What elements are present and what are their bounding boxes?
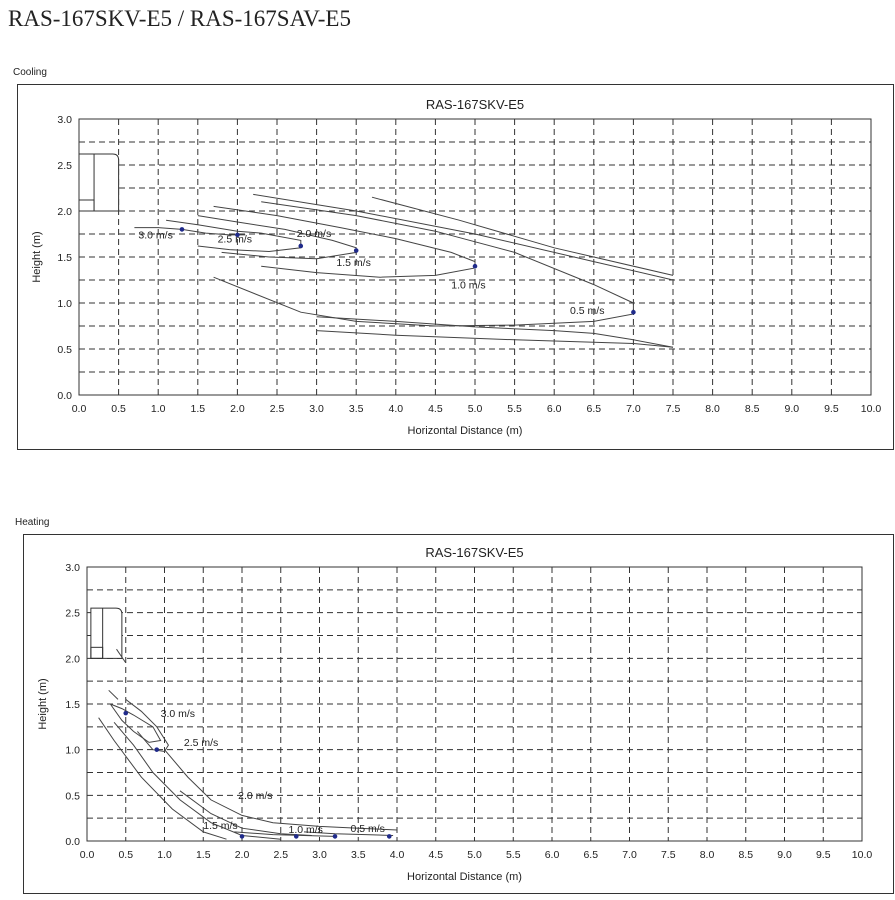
cooling-y-tick-label: 3.0 <box>57 114 72 126</box>
cooling-data-point <box>631 310 636 315</box>
cooling-y-tick-label: 0.5 <box>57 344 72 356</box>
cooling-x-tick-label: 4.5 <box>428 403 443 415</box>
cooling-y-tick-label: 2.5 <box>57 160 72 172</box>
heating-y-tick-label: 1.0 <box>65 744 80 757</box>
heating-x-tick-label: 6.0 <box>544 849 560 861</box>
heating-y-tick-label: 2.0 <box>65 653 80 666</box>
cooling-x-tick-label: 9.5 <box>824 403 839 415</box>
cooling-velocity-label: 2.5 m/s <box>217 233 253 246</box>
cooling-x-tick-label: 10.0 <box>860 403 882 415</box>
cooling-x-tick-label: 8.0 <box>705 403 720 415</box>
cooling-x-tick-label: 4.0 <box>388 403 404 415</box>
heating-x-tick-label: 8.5 <box>738 849 754 861</box>
page-title: RAS-167SKV-E5 / RAS-167SAV-E5 <box>8 6 351 31</box>
cooling-x-tick-label: 7.0 <box>626 403 641 415</box>
heating-x-axis-label: Horizontal Distance (m) <box>407 871 522 883</box>
cooling-y-tick-label: 1.5 <box>57 252 72 264</box>
cooling-x-tick-label: 9.0 <box>784 403 800 415</box>
heating-y-tick-label: 1.5 <box>65 699 80 711</box>
cooling-x-tick-label: 5.0 <box>467 403 483 415</box>
heating-y-tick-label: 0.0 <box>65 836 80 848</box>
cooling-data-point <box>180 227 185 232</box>
heating-x-tick-label: 7.0 <box>622 849 637 861</box>
heating-velocity-label: 3.0 m/s <box>160 707 196 720</box>
cooling-indoor-unit-icon <box>79 154 119 211</box>
heating-chart-title: RAS-167SKV-E5 <box>425 545 524 560</box>
heating-x-tick-label: 2.0 <box>234 849 250 861</box>
cooling-chart-title: RAS-167SKV-E5 <box>425 97 525 112</box>
cooling-x-tick-label: 3.0 <box>309 403 324 415</box>
cooling-x-tick-label: 1.0 <box>150 403 166 415</box>
cooling-x-tick-label: 3.5 <box>348 403 364 415</box>
heating-velocity-label: 0.5 m/s <box>350 822 385 835</box>
heating-x-tick-label: 1.5 <box>195 849 211 861</box>
heating-x-tick-label: 2.5 <box>273 849 289 861</box>
cooling-y-axis-label: Height (m) <box>31 231 43 283</box>
heating-x-tick-label: 7.5 <box>660 849 676 861</box>
cooling-chart <box>18 85 895 451</box>
heating-chart-frame <box>23 534 894 894</box>
heating-chart <box>24 535 895 895</box>
cooling-y-tick-label: 1.0 <box>57 298 72 310</box>
heating-x-tick-label: 5.0 <box>467 849 482 861</box>
heating-x-tick-label: 1.0 <box>157 849 172 861</box>
heating-x-tick-label: 3.0 <box>312 849 327 861</box>
heating-data-point <box>123 711 128 716</box>
cooling-y-tick-label: 0.0 <box>57 390 72 402</box>
cooling-velocity-label: 3.0 m/s <box>138 229 173 242</box>
cooling-x-tick-label: 0.0 <box>71 403 87 415</box>
cooling-x-tick-label: 1.5 <box>190 403 206 415</box>
heating-x-tick-label: 4.5 <box>428 849 444 861</box>
heating-data-point <box>240 834 245 839</box>
cooling-velocity-label: 1.0 m/s <box>451 279 486 292</box>
cooling-x-tick-label: 6.0 <box>546 403 562 415</box>
heating-x-tick-label: 3.5 <box>350 849 366 861</box>
heating-x-tick-label: 5.5 <box>505 849 521 861</box>
heating-y-axis-label: Height (m) <box>37 678 49 730</box>
heating-y-tick-label: 3.0 <box>65 562 80 574</box>
cooling-data-point <box>354 248 359 253</box>
cooling-section-label: Cooling <box>13 67 47 78</box>
heating-velocity-label: 2.0 m/s <box>238 789 273 802</box>
heating-y-tick-label: 0.5 <box>65 790 80 803</box>
cooling-data-point <box>298 244 303 249</box>
cooling-x-tick-label: 5.5 <box>507 403 522 415</box>
heating-data-point <box>387 834 392 839</box>
heating-velocity-label: 1.0 m/s <box>288 823 323 836</box>
heating-x-tick-label: 4.0 <box>389 849 405 861</box>
heating-section-label: Heating <box>15 517 50 528</box>
cooling-x-tick-label: 6.5 <box>586 403 602 415</box>
heating-x-tick-label: 6.5 <box>583 849 599 861</box>
cooling-x-tick-label: 0.5 <box>111 403 126 415</box>
heating-data-point <box>333 834 338 839</box>
cooling-chart-frame <box>17 84 894 450</box>
heating-airflow-line-3 <box>109 690 118 699</box>
cooling-velocity-label: 0.5 m/s <box>570 305 605 318</box>
cooling-x-tick-label: 2.5 <box>269 403 285 415</box>
heating-x-tick-label: 8.0 <box>699 849 715 861</box>
heating-x-tick-label: 9.5 <box>815 849 831 861</box>
cooling-airflow-line-1 <box>372 197 673 275</box>
heating-velocity-label: 2.5 m/s <box>183 737 219 750</box>
heating-x-tick-label: 0.5 <box>118 849 134 861</box>
heating-x-tick-label: 0.0 <box>79 849 95 861</box>
heating-data-point <box>154 747 159 752</box>
heating-y-tick-label: 2.5 <box>65 607 80 620</box>
cooling-y-tick-label: 2.0 <box>57 206 72 218</box>
cooling-data-point <box>473 264 478 269</box>
cooling-x-tick-label: 7.5 <box>665 403 681 415</box>
cooling-velocity-label: 1.5 m/s <box>336 257 371 270</box>
cooling-velocity-label: 2.0 m/s <box>296 227 332 240</box>
heating-x-tick-label: 9.0 <box>777 849 792 861</box>
heating-x-tick-label: 10.0 <box>851 849 873 861</box>
cooling-airflow-line-2 <box>317 331 673 348</box>
cooling-x-axis-label: Horizontal Distance (m) <box>407 425 523 437</box>
cooling-x-tick-label: 2.0 <box>230 403 245 415</box>
heating-velocity-label: 1.5 m/s <box>203 820 238 833</box>
cooling-x-tick-label: 8.5 <box>744 403 760 415</box>
